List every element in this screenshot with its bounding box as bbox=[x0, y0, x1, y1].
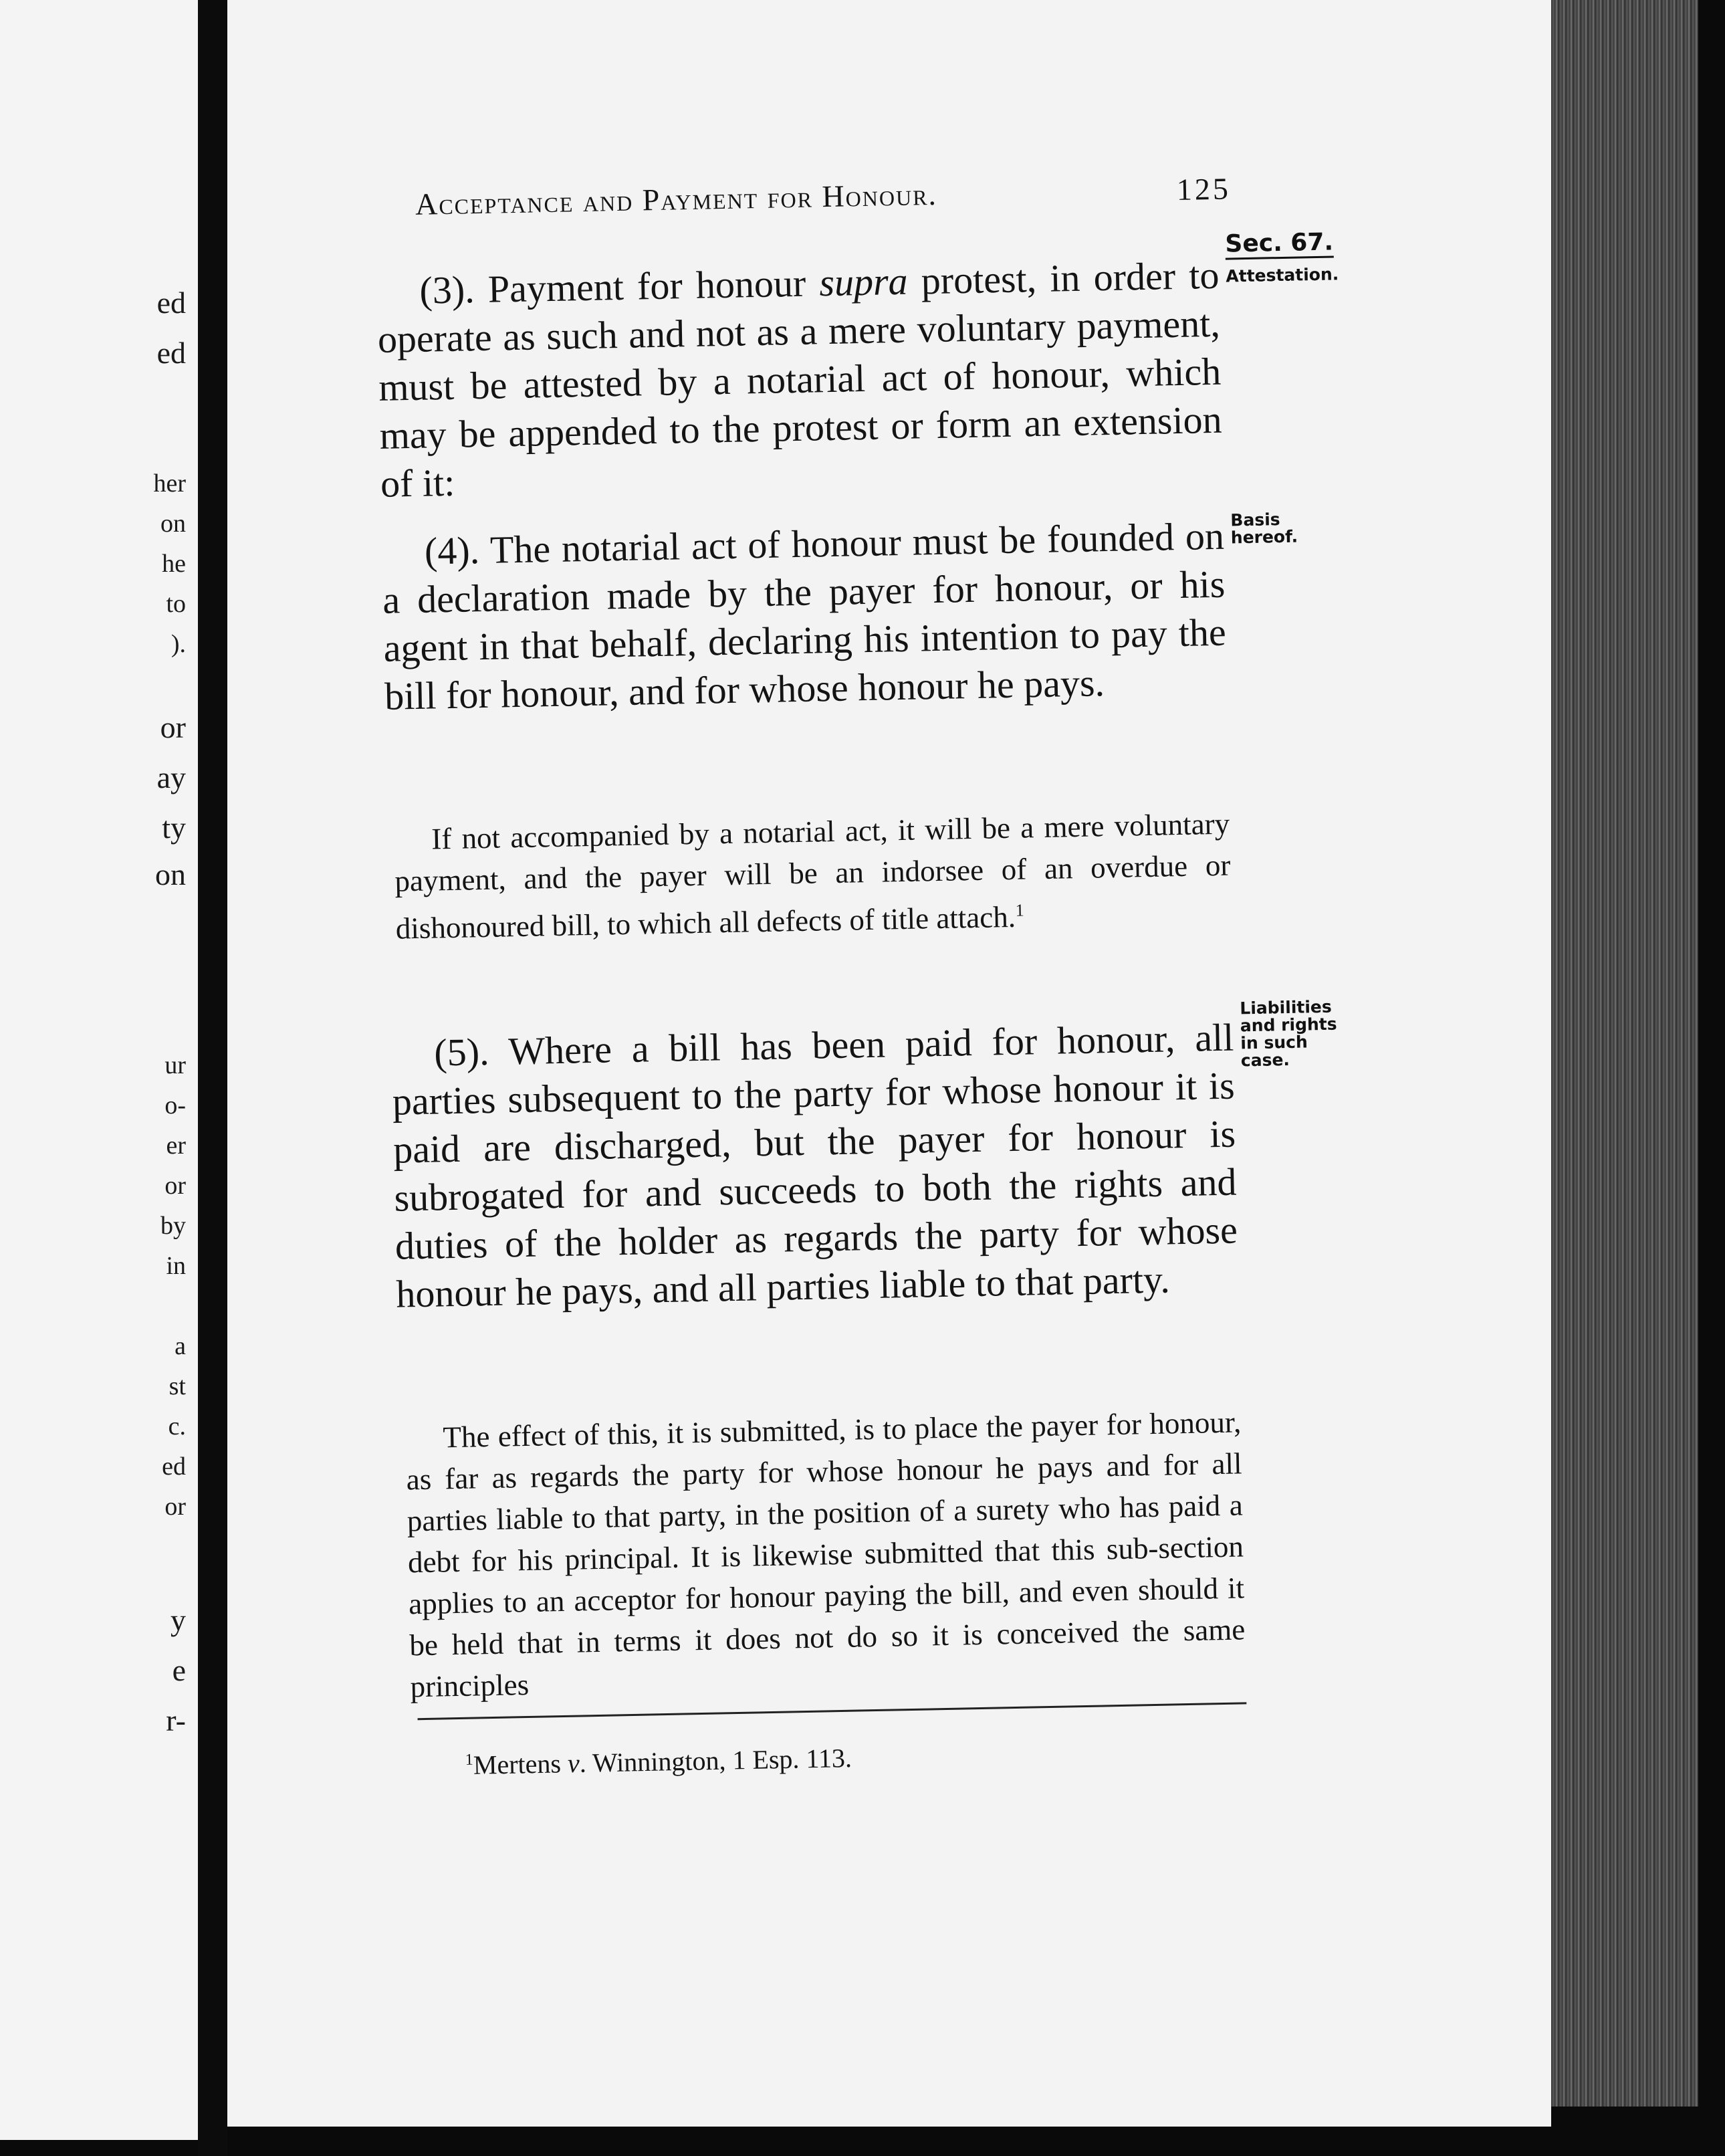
paragraph-text: Payment for honour bbox=[487, 261, 820, 311]
paragraph-number: (4). bbox=[424, 528, 480, 573]
left-page-fragment: her bbox=[153, 469, 186, 498]
left-page-fragment: a bbox=[175, 1332, 186, 1360]
margin-note-liabilities: Liabilities and rights in such case. bbox=[1240, 996, 1337, 1071]
left-page-fragment: ed bbox=[162, 1452, 186, 1481]
left-page-fragment: ed bbox=[156, 336, 186, 370]
page-number: 125 bbox=[1176, 171, 1232, 207]
left-page-fragment: or bbox=[164, 1493, 186, 1521]
left-page-fragment: ur bbox=[164, 1051, 186, 1079]
left-page-fragment: or bbox=[160, 710, 186, 744]
running-head-title: Acceptance and Payment for Honour. bbox=[415, 177, 938, 221]
footnote-text: . Winnington, 1 Esp. 113. bbox=[579, 1743, 852, 1778]
footnote-italic: v bbox=[567, 1747, 580, 1779]
paragraph-5 bbox=[391, 1014, 1239, 1319]
footnote-ref: 1 bbox=[1015, 900, 1025, 920]
left-page-fragment: he bbox=[162, 550, 186, 578]
paragraph-4 bbox=[381, 512, 1227, 721]
left-page-fragment: ed bbox=[156, 286, 186, 320]
left-page-fragment: r- bbox=[166, 1703, 186, 1737]
left-page-fragment: on bbox=[160, 510, 186, 538]
paragraph-text: protest, in order to operate as such and not as a mere voluntary payment, must be attested by a notarial act of honour, which may be appended to the protest or form an extension of it: bbox=[377, 253, 1223, 506]
book-gutter bbox=[198, 0, 227, 2156]
paragraph-number: (5). bbox=[433, 1029, 490, 1075]
left-page-fragment: er bbox=[166, 1131, 186, 1160]
margin-note-attestation: Attestation. bbox=[1226, 264, 1339, 286]
left-page-fragment: ty bbox=[162, 811, 186, 845]
left-page-fragment: ay bbox=[156, 760, 186, 794]
left-page-fragment: st bbox=[168, 1372, 186, 1400]
section-label: Sec. 67. bbox=[1225, 229, 1333, 259]
left-page-fragment: y bbox=[170, 1603, 186, 1637]
page-edges bbox=[1551, 0, 1698, 2107]
italic-term: supra bbox=[818, 259, 909, 305]
paragraph-number: (3). bbox=[419, 267, 475, 312]
left-page bbox=[0, 0, 198, 2140]
left-page-fragment: in bbox=[166, 1252, 186, 1280]
left-page-fragment: c. bbox=[168, 1412, 186, 1440]
footnote-marker: 1 bbox=[465, 1751, 473, 1769]
note-text: If not accompanied by a notarial act, it will be a mere voluntary payment, and the payer will be an indorsee of an overdue or dishonoured bill, to which all defects of title attach. bbox=[394, 806, 1231, 946]
left-page-fragment: ). bbox=[170, 630, 186, 658]
footnote-text: Mertens bbox=[473, 1748, 568, 1780]
left-page-fragment: by bbox=[160, 1212, 186, 1240]
left-page-fragment: o- bbox=[164, 1091, 186, 1119]
commentary-note-2 bbox=[405, 1401, 1246, 1707]
commentary-note-1 bbox=[394, 803, 1232, 950]
note-text: The effect of this, it is submitted, is to place the payer for honour, as far as regards the party for whose honour he pays and for all parties liable to that party, in the position of a surety who has paid a debt for his principal. It is likewise submitted that this sub-section applies to an acceptor for honour paying the bill, and even should it be held that in terms it does not do so it is conceived the same principles bbox=[406, 1405, 1246, 1704]
left-page-fragment: e bbox=[172, 1653, 186, 1687]
left-page-fragment: on bbox=[155, 857, 186, 891]
margin-note-basis: Basis hereof. bbox=[1230, 510, 1298, 548]
paragraph-text: Where a bill has been paid for honour, all parties subsequent to the party for whose honour it is paid are discharged, but the payer for honour is subrogated for and succeeds to both the rights and duties of the holder as regards the party for whose honour he pays, and all parties liable to that party. bbox=[392, 1015, 1238, 1316]
left-page-fragment: to bbox=[166, 590, 186, 618]
margin-note-section bbox=[1225, 229, 1359, 260]
scan-border bbox=[1698, 0, 1725, 2156]
paragraph-text: The notarial act of honour must be founded on a declaration made by the payer for honour, or his agent in that behalf, declaring his intention to pay the bill for honour, and for whose honour he pays. bbox=[382, 514, 1227, 718]
paragraph-3 bbox=[376, 251, 1224, 508]
left-page-fragment: or bbox=[164, 1172, 186, 1200]
